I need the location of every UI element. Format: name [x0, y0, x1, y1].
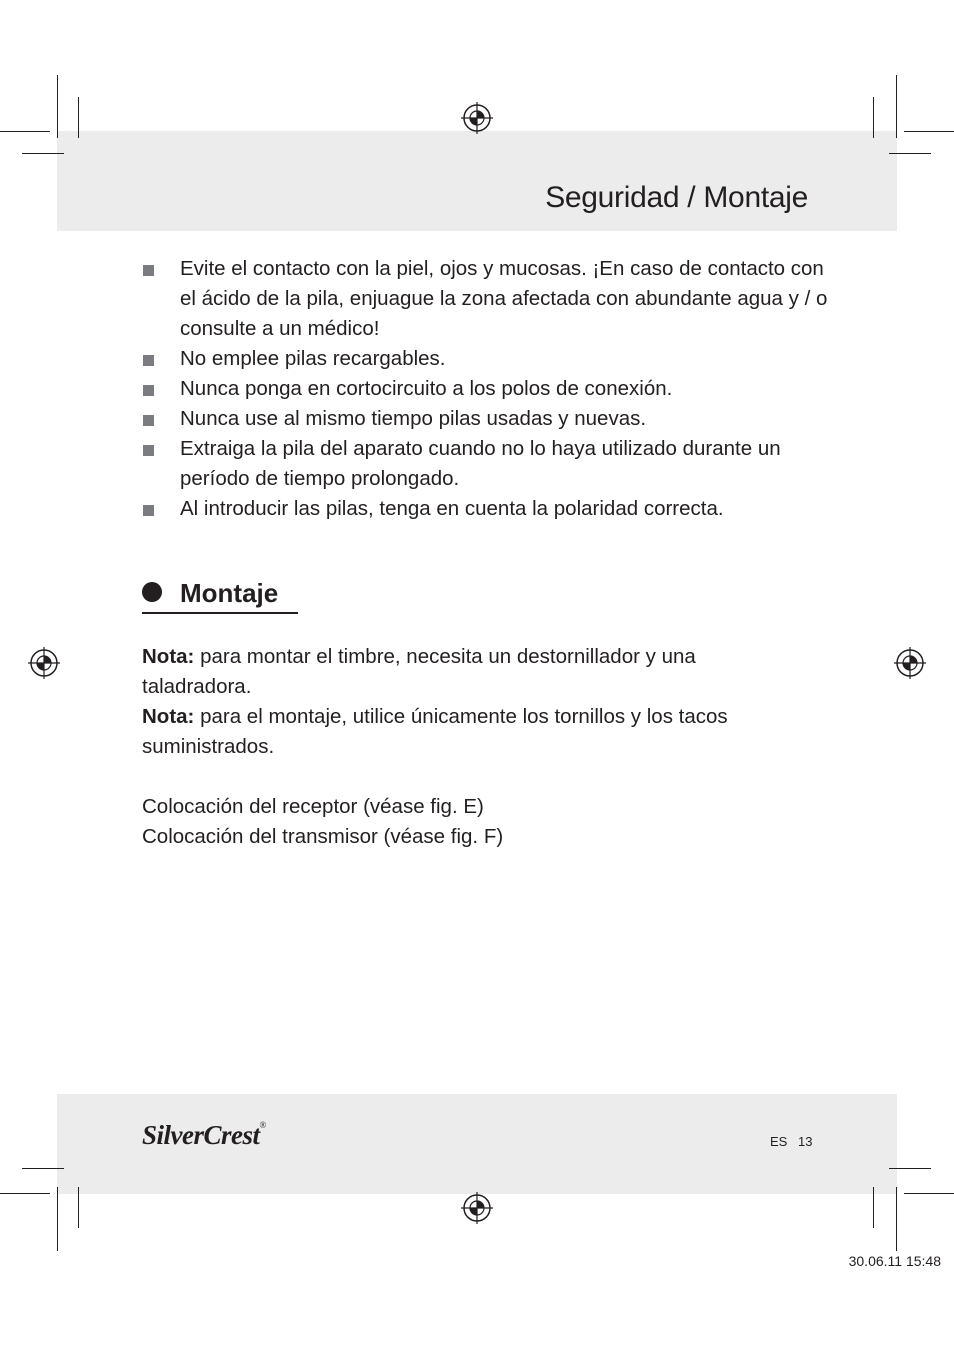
- print-timestamp: 30.06.11 15:48: [848, 1253, 941, 1269]
- list-item-text: No emplee pilas recargables.: [180, 347, 446, 370]
- crop-mark: [873, 97, 874, 138]
- crop-mark: [889, 153, 931, 154]
- crop-mark: [0, 1193, 50, 1194]
- crop-mark: [889, 1168, 931, 1169]
- crop-mark: [78, 97, 79, 138]
- brand-logo: [142, 1120, 266, 1151]
- safety-list: [142, 254, 832, 524]
- crop-mark: [904, 1193, 954, 1194]
- registration-mark-icon: [894, 647, 926, 679]
- transmisor-line: Colocación del transmisor (véase fig. F): [142, 825, 504, 848]
- crop-mark: [904, 131, 954, 132]
- square-bullet-icon: [143, 385, 154, 396]
- crop-mark: [78, 1187, 79, 1228]
- crop-mark: [57, 75, 58, 138]
- list-item-text: Nunca use al mismo tiempo pilas usadas y nuevas.: [180, 407, 647, 430]
- note-text: para montar el timbre, necesita un destornillador y una taladradora.: [142, 645, 696, 698]
- list-item: [142, 494, 832, 524]
- heading-underline: [142, 612, 298, 614]
- round-bullet-icon: [142, 582, 162, 602]
- page-number: 13: [798, 1134, 813, 1149]
- crop-mark: [57, 1187, 58, 1251]
- note-paragraph: [142, 702, 792, 762]
- square-bullet-icon: [143, 415, 154, 426]
- crop-mark: [22, 153, 64, 154]
- note-label: Nota:: [142, 705, 195, 728]
- registration-mark-icon: [461, 102, 493, 134]
- list-item: [142, 434, 832, 494]
- list-item-text: Extraiga la pila del aparato cuando no lo haya utilizado durante un período de tiempo prolongado.: [180, 437, 781, 490]
- section-heading-text: Montaje: [180, 578, 279, 608]
- crop-mark: [896, 1187, 897, 1251]
- note-paragraph: [142, 642, 792, 702]
- list-item: [142, 254, 832, 344]
- crop-mark: [873, 1187, 874, 1228]
- crop-mark: [22, 1168, 64, 1169]
- montaje-body: [142, 642, 792, 852]
- square-bullet-icon: [143, 355, 154, 366]
- note-label: Nota:: [142, 645, 195, 668]
- crop-mark: [0, 131, 50, 132]
- crop-mark: [896, 75, 897, 138]
- list-item-text: Evite el contacto con la piel, ojos y mucosas. ¡En caso de contacto con el ácido de la pila, enjuague la zona afectada con abundante agua y / o consulte a un médico!: [180, 257, 828, 340]
- list-item: [142, 404, 832, 434]
- list-item-text: Al introducir las pilas, tenga en cuenta la polaridad correcta.: [180, 497, 724, 520]
- note-text: para el montaje, utilice únicamente los tornillos y los tacos suministrados.: [142, 705, 728, 758]
- list-item: [142, 374, 832, 404]
- registration-mark-icon: [28, 647, 60, 679]
- registered-mark: ®: [259, 1120, 266, 1130]
- square-bullet-icon: [143, 265, 154, 276]
- list-item: [142, 344, 832, 374]
- language-code: ES: [770, 1134, 788, 1149]
- brand-name: SilverCrest: [142, 1120, 260, 1150]
- page-title: Seguridad / Montaje: [545, 181, 808, 214]
- registration-mark-icon: [461, 1192, 493, 1224]
- square-bullet-icon: [143, 505, 154, 516]
- list-item-text: Nunca ponga en cortocircuito a los polos de conexión.: [180, 377, 673, 400]
- square-bullet-icon: [143, 445, 154, 456]
- receptor-line: Colocación del receptor (véase fig. E): [142, 795, 484, 818]
- paragraph-spacer: [142, 762, 792, 792]
